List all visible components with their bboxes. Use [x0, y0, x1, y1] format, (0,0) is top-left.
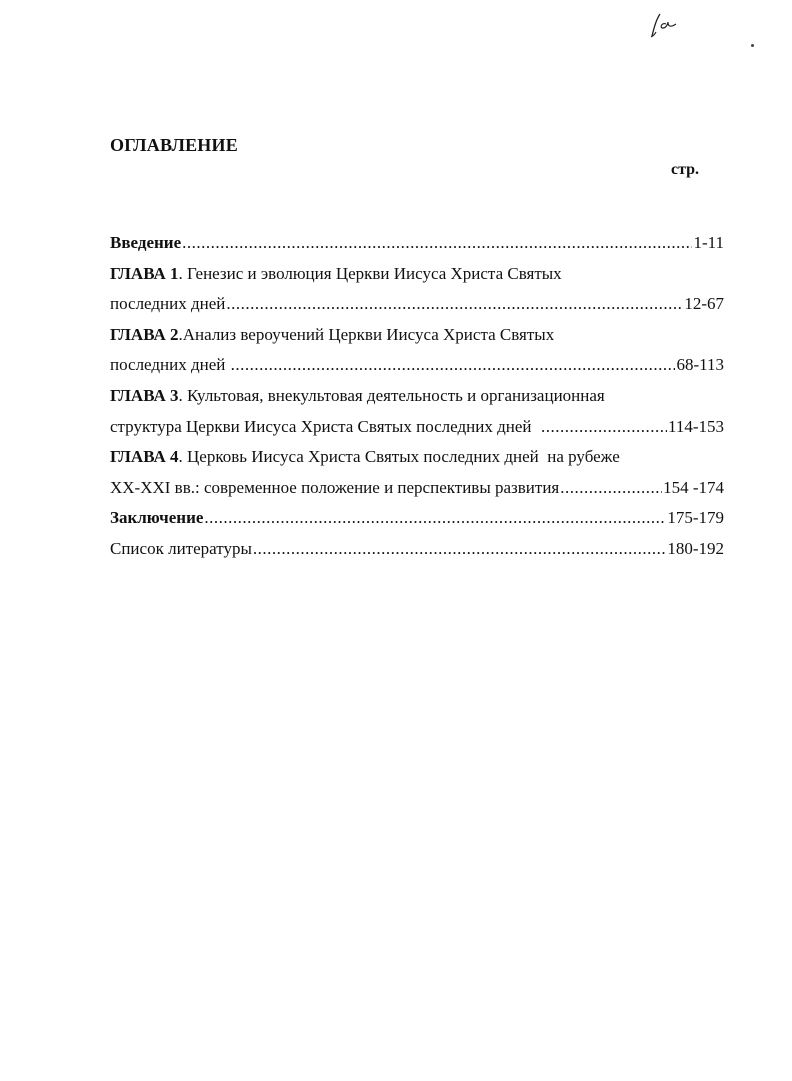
toc-entry-label: Заключение	[110, 508, 204, 528]
dot-leader	[204, 507, 666, 528]
toc-entry-continuation: последних дней	[110, 355, 230, 375]
toc-entry-continuation: XX-XXI вв.: современное положение и перспективы развития	[110, 477, 560, 497]
toc-entry-label: ГЛАВА 2	[110, 324, 179, 344]
toc-entry-introduction[interactable]	[110, 232, 730, 263]
table-of-contents	[110, 232, 730, 569]
toc-entry-title: .Анализ вероучений Церкви Иисуса Христа Святых	[178, 324, 555, 344]
dot-leader	[560, 477, 662, 498]
toc-entry-pages: 1-11	[693, 233, 724, 252]
toc-entry-title: . Генезис и эволюция Церкви Иисуса Христа Святых	[178, 263, 562, 283]
toc-entry-pages: 180-192	[667, 538, 724, 558]
toc-entry-chapter-3-continuation[interactable]	[110, 416, 730, 447]
dot-leader	[253, 538, 666, 559]
toc-entry-title: . Церковь Иисуса Христа Святых последних дней на рубеже	[178, 447, 620, 467]
toc-entry-pages: 68-113	[676, 355, 724, 375]
page-title: ОГЛАВЛЕНИЕ	[110, 135, 238, 155]
toc-entry-label: Введение	[110, 233, 182, 252]
toc-entry-pages: 12-67	[684, 294, 724, 314]
toc-entry-chapter-4[interactable]	[110, 446, 730, 477]
handwritten-page-mark-icon	[646, 10, 686, 40]
toc-entry-chapter-1[interactable]	[110, 263, 730, 294]
toc-entry-continuation: последних дней	[110, 294, 226, 314]
toc-entry-conclusion[interactable]	[110, 507, 730, 538]
toc-entry-chapter-4-continuation[interactable]	[110, 477, 730, 508]
toc-entry-bibliography[interactable]	[110, 538, 730, 569]
toc-entry-chapter-2-continuation[interactable]	[110, 354, 730, 385]
toc-entry-title: . Культовая, внекультовая деятельность и организационная	[178, 385, 605, 405]
dot-leader	[182, 232, 692, 253]
stray-dot	[751, 44, 754, 47]
toc-entry-pages: 114-153	[667, 416, 724, 436]
toc-entry-pages: 175-179	[667, 508, 724, 528]
toc-entry-title: Список литературы	[110, 538, 252, 558]
toc-entry-continuation: структура Церкви Иисуса Христа Святых последних дней	[110, 416, 540, 436]
toc-entry-chapter-1-continuation[interactable]	[110, 293, 730, 324]
dot-leader	[231, 354, 676, 375]
toc-entry-label: ГЛАВА 1	[110, 263, 179, 283]
dot-leader	[541, 416, 667, 437]
toc-entry-chapter-2[interactable]	[110, 324, 730, 355]
dot-leader	[226, 293, 683, 314]
page-column-label: стр.	[671, 161, 700, 178]
toc-entry-chapter-3[interactable]	[110, 385, 730, 416]
toc-entry-label: ГЛАВА 4	[110, 447, 179, 467]
toc-entry-pages: 154 -174	[663, 477, 724, 497]
toc-entry-label: ГЛАВА 3	[110, 385, 179, 405]
